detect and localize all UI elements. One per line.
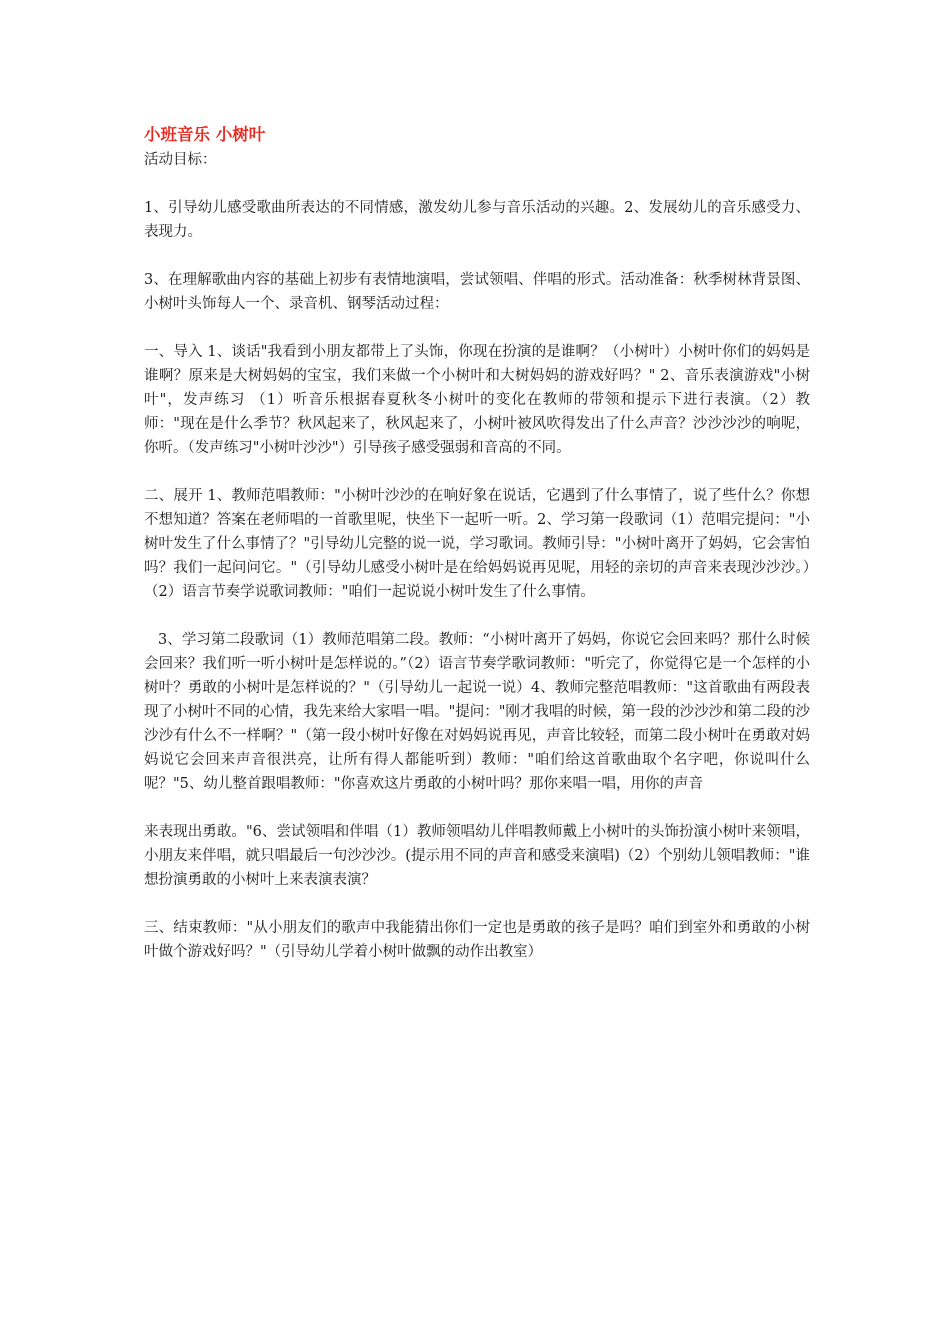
paragraph-intro: 一、导入 1、谈话"我看到小朋友都带上了头饰，你现在扮演的是谁啊？（小树叶）小树叶你们的妈妈是谁啊？原来是大树妈妈的宝宝，我们来做一个小树叶和大树妈妈的游戏好吗？" 2、音乐表演游戏"小树叶"，发声练习 （1）听音乐根据春夏秋冬小树叶的变化在教师的带领和提示下进行表演。（2）教师："现在是什么季节？秋风起来了，秋风起来了，小树叶被风吹得发出了什么声音？沙沙沙沙的响呢，你听。（发声练习"小树叶沙沙"）引导孩子感受强弱和音高的不同。 [144, 344, 810, 456]
document-page [144, 122, 810, 988]
paragraph-goal-1-2: 1、引导幼儿感受歌曲所表达的不同情感，激发幼儿参与音乐活动的兴趣。2、发展幼儿的音乐感受力、表现力。 [144, 200, 810, 240]
section-heading-goals: 活动目标： [144, 152, 217, 168]
paragraph-development: 二、展开 1、教师范唱教师："小树叶沙沙的在响好象在说话，它遇到了什么事情了，说了些什么？你想不想知道？答案在老师唱的一首歌里呢，快坐下一起听一听。2、学习第一段歌词（1）范唱完提问："小树叶发生了什么事情了？"引导幼儿完整的说一说，学习歌词。教师引导："小树叶离开了妈妈，它会害怕吗？我们一起问问它。"（引导幼儿感受小树叶是在给妈妈说再见呢，用轻的亲切的声音来表现沙沙沙。）（2）语言节奏学说歌词教师："咱们一起说说小树叶发生了什么事情。 [144, 488, 810, 600]
paragraph-second-verse: 3、学习第二段歌词（1）教师范唱第二段。教师：“小树叶离开了妈妈，你说它会回来吗？那什么时候会回来？我们听一听小树叶是怎样说的。”（2）语言节奏学歌词教师："听完了，你觉得它是一个怎样的小树叶？勇敢的小树叶是怎样说的？"（引导幼儿一起说一说）4、教师完整范唱教师："这首歌曲有两段表现了小树叶不同的心情，我先来给大家唱一唱。"提问："刚才我唱的时候，第一段的沙沙沙和第二段的沙沙沙有什么不一样啊？"（第一段小树叶好像在对妈妈说再见，声音比较轻，而第二段小树叶在勇敢对妈妈说它会回来声音很洪亮，让所有得人都能听到）教师："咱们给这首歌曲取个名字吧，你说叫什么呢？"5、幼儿整首跟唱教师："你喜欢这片勇敢的小树叶吗？那你来唱一唱，用你的声音 [144, 632, 810, 792]
paragraph-lead-singing: 来表现出勇敢。"6、尝试领唱和伴唱（1）教师领唱幼儿伴唱教师戴上小树叶的头饰扮演小树叶来领唱，小朋友来伴唱，就只唱最后一句沙沙沙。(提示用不同的声音和感受来演唱)（2）个别幼儿领唱教师："谁想扮演勇敢的小树叶上来表演表演？ [144, 824, 810, 888]
paragraph-goal-3-preparation: 3、在理解歌曲内容的基础上初步有表情地演唱，尝试领唱、伴唱的形式。活动准备：秋季树林背景图、小树叶头饰每人一个、录音机、钢琴活动过程： [144, 272, 810, 312]
document-title: 小班音乐 小树叶 [144, 125, 266, 144]
paragraph-ending: 三、结束教师："从小朋友们的歌声中我能猜出你们一定也是勇敢的孩子是吗？咱们到室外和勇敢的小树叶做个游戏好吗？"（引导幼儿学着小树叶做飘的动作出教室） [144, 920, 810, 960]
